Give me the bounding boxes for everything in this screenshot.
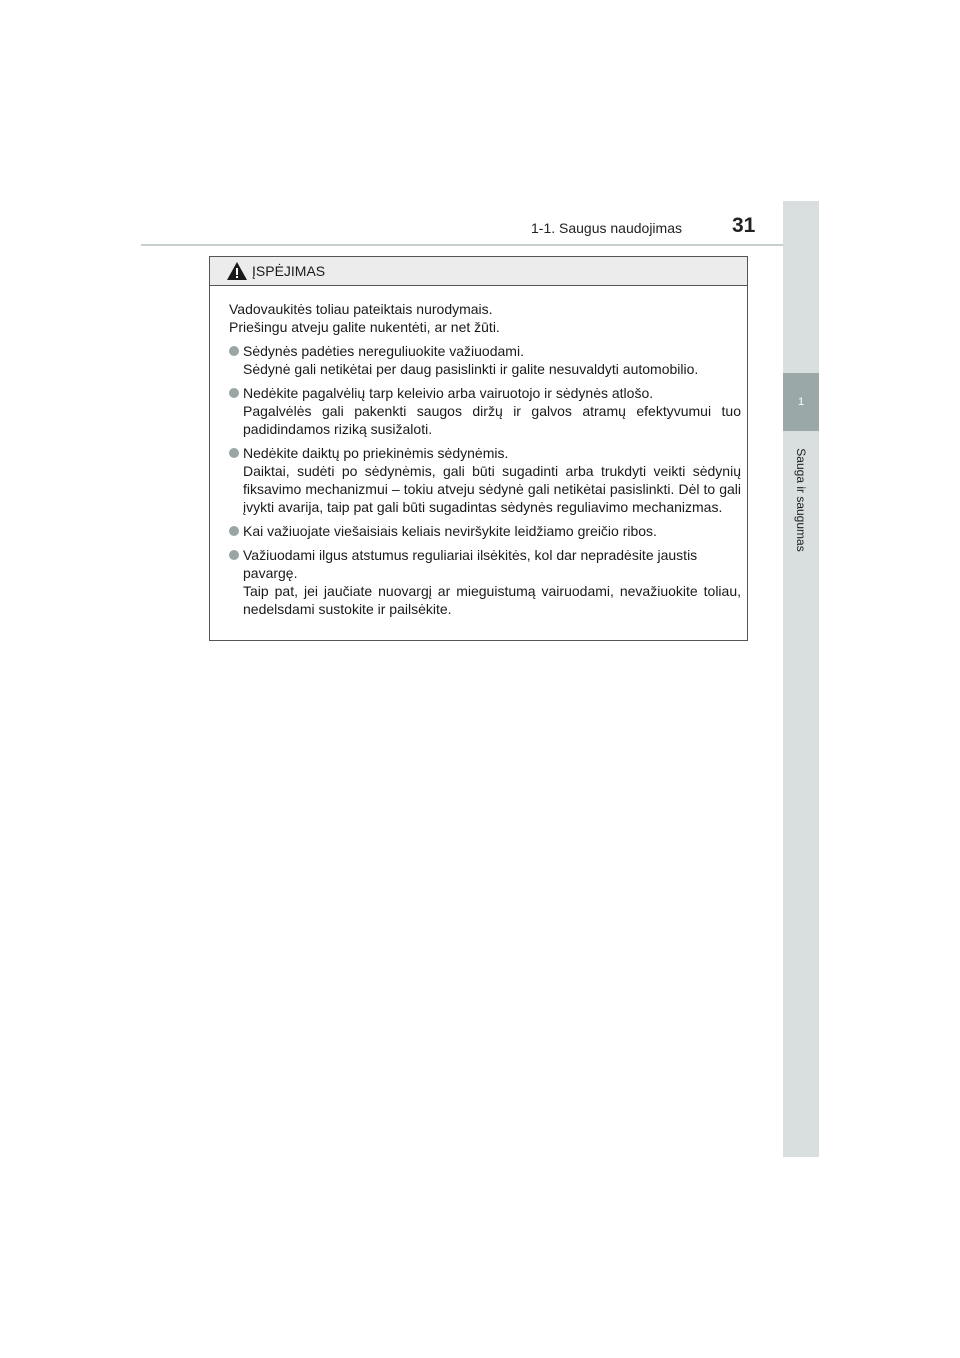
warning-item-detail: Pagalvėlės gali pakenkti saugos diržų ir galvos atramų efektyvumui tuo padidindamos riziką susižaloti. <box>243 403 741 437</box>
warning-body <box>210 286 747 618</box>
warning-item <box>229 444 741 516</box>
warning-item <box>229 522 741 540</box>
bullet-icon <box>229 388 239 398</box>
warning-item <box>229 546 741 618</box>
warning-item-head: Nedėkite daiktų po priekinėmis sėdynėmis. <box>243 445 509 461</box>
chapter-side-tab <box>783 201 819 1157</box>
bullet-icon <box>229 448 239 458</box>
bullet-icon <box>229 550 239 560</box>
warning-item-detail: Daiktai, sudėti po sėdynėmis, gali būti sugadinti arba trukdyti veikti sėdynių fiksavimo mechanizmui – tokiu atveju sėdynė gali netikėtai pasislinkti. Dėl to gali įvykti avarija, taip pat gali būti sugadintas sėdynės reguliavimo mechanizmas. <box>243 463 741 515</box>
section-title: 1-1. Saugus naudojimas <box>531 220 682 236</box>
warning-item-head: Kai važiuojate viešaisiais keliais neviršykite leidžiamo greičio ribos. <box>243 523 657 539</box>
warning-header <box>210 257 747 286</box>
warning-item-head: Nedėkite pagalvėlių tarp keleivio arba vairuotojo ir sėdynės atlošo. <box>243 385 654 401</box>
warning-item <box>229 342 741 378</box>
warning-item-head: Sėdynės padėties nereguliuokite važiuodami. <box>243 343 524 359</box>
chapter-number-block <box>783 373 819 431</box>
warning-item-head: Važiuodami ilgus atstumus reguliariai ilsėkitės, kol dar nepradėsite jaustis pavargę. <box>243 547 698 581</box>
warning-item-detail: Taip pat, jei jaučiate nuovargį ar mieguistumą vairuodami, nevažiuokite toliau, nedelsdami sustokite ir pailsėkite. <box>243 583 741 617</box>
warning-box <box>209 256 748 641</box>
header-rule <box>141 244 819 246</box>
bullet-icon <box>229 526 239 536</box>
warning-intro-line: Vadovaukitės toliau pateiktais nurodymais. <box>229 301 493 317</box>
page-number: 31 <box>732 214 756 237</box>
warning-item-detail: Sėdynė gali netikėtai per daug pasislinkti ir galite nesuvaldyti automobilio. <box>243 361 699 377</box>
warning-triangle-icon <box>226 261 248 281</box>
chapter-number: 1 <box>797 396 805 408</box>
chapter-label: Sauga ir saugumas <box>794 448 808 552</box>
bullet-icon <box>229 346 239 356</box>
warning-title: ĮSPĖJIMAS <box>252 263 326 279</box>
warning-item <box>229 384 741 438</box>
warning-intro-line: Priešingu atveju galite nukentėti, ar net žūti. <box>229 319 500 335</box>
